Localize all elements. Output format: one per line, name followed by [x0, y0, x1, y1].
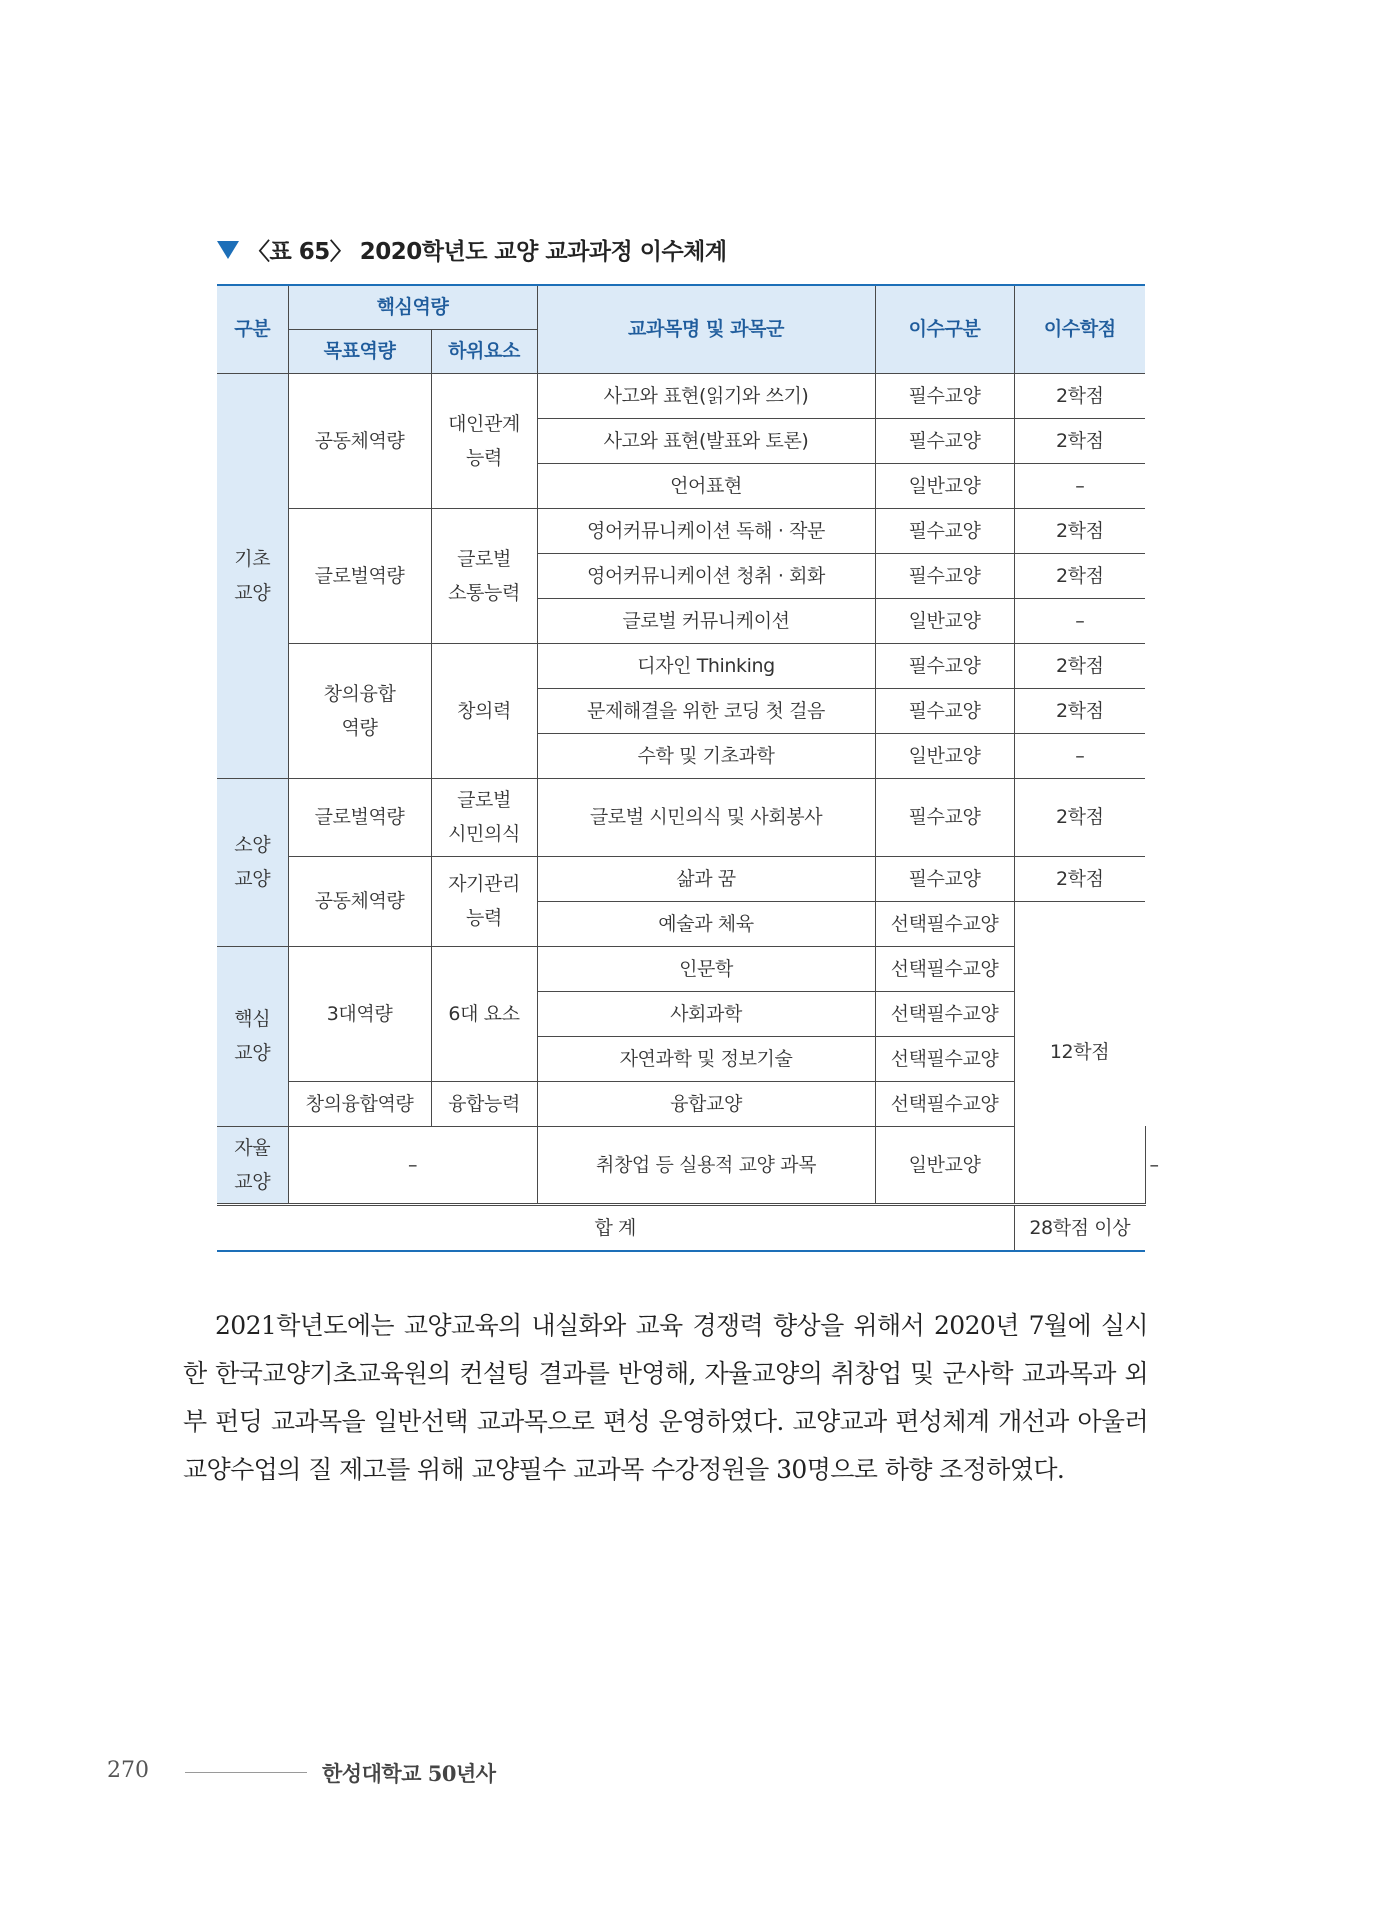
goal-cell: 3대역량	[288, 946, 431, 1081]
credit-cell: 2학점	[1014, 418, 1145, 463]
table-row	[217, 373, 1145, 418]
course-cell: 사고와 표현(발표와 토론)	[537, 418, 875, 463]
credit-cell: 2학점	[1014, 553, 1145, 598]
type-cell: 필수교양	[875, 373, 1014, 418]
header-credit: 이수학점	[1014, 285, 1145, 373]
type-cell: 선택필수교양	[875, 901, 1014, 946]
type-cell: 필수교양	[875, 778, 1014, 856]
course-cell: 문제해결을 위한 코딩 첫 걸음	[537, 688, 875, 733]
header-category: 구분	[217, 285, 288, 373]
body-paragraph: 2021학년도에는 교양교육의 내실화와 교육 경쟁력 향상을 위해서 2020년 7월에 실시한 한국교양기초교육원의 컨설팅 결과를 반영해, 자율교양의 취창업 및 군사학 교과목과 외부 펀딩 교과목을 일반선택 교과목으로 편성 운영하였다. 교양교과 편성체계 개선과 아울러 교양수업의 질 제고를 위해 교양필수 교과목 수강정원을 30명으로 하향 조정하였다.	[183, 1311, 1148, 1484]
page-number: 270	[107, 1758, 149, 1783]
header-course: 교과목명 및 과목군	[537, 285, 875, 373]
table-row: 자율 교양 – 취창업 등 실용적 교양 과목 일반교양 –	[217, 1126, 1145, 1204]
course-cell: 글로벌 시민의식 및 사회봉사	[537, 778, 875, 856]
sub-cell: 글로벌 소통능력	[431, 508, 537, 643]
table-row	[217, 1081, 1145, 1126]
goal-cell: 공동체역량	[288, 373, 431, 508]
course-cell: 언어표현	[537, 463, 875, 508]
type-cell: 선택필수교양	[875, 946, 1014, 991]
course-cell: 사고와 표현(읽기와 쓰기)	[537, 373, 875, 418]
credit-cell: 2학점	[1014, 373, 1145, 418]
goal-cell: 공동체역량	[288, 856, 431, 946]
course-cell: 디자인 Thinking	[537, 643, 875, 688]
course-cell: 영어커뮤니케이션 독해 · 작문	[537, 508, 875, 553]
table-caption	[217, 233, 727, 266]
table-row	[217, 946, 1145, 991]
header-goal-competency: 목표역량	[288, 329, 431, 373]
type-cell: 필수교양	[875, 508, 1014, 553]
credit-cell: –	[1014, 598, 1145, 643]
credit-cell-shared: 12학점	[1014, 901, 1145, 1204]
total-row	[217, 1204, 1145, 1251]
triangle-down-icon	[217, 241, 239, 259]
course-cell: 융합교양	[537, 1081, 875, 1126]
type-cell: 필수교양	[875, 553, 1014, 598]
type-cell: 필수교양	[875, 643, 1014, 688]
goal-cell: 창의융합역량	[288, 1081, 431, 1126]
type-cell: 필수교양	[875, 856, 1014, 901]
table-row	[217, 778, 1145, 856]
table-row	[217, 643, 1145, 688]
sub-cell: 자기관리 능력	[431, 856, 537, 946]
course-cell: 예술과 체육	[537, 901, 875, 946]
course-cell: 자연과학 및 정보기술	[537, 1036, 875, 1081]
sub-cell: 대인관계 능력	[431, 373, 537, 508]
curriculum-table	[217, 284, 1159, 1252]
category-soyang: 소양 교양	[217, 778, 288, 946]
category-core: 핵심 교양	[217, 946, 288, 1126]
goal-cell: 글로벌역량	[288, 778, 431, 856]
course-cell: 영어커뮤니케이션 청취 · 회화	[537, 553, 875, 598]
credit-cell: 2학점	[1014, 508, 1145, 553]
category-free: 자율 교양	[217, 1126, 288, 1204]
credit-cell: –	[1014, 463, 1145, 508]
category-basic: 기초 교양	[217, 373, 288, 778]
type-cell: 선택필수교양	[875, 1081, 1014, 1126]
table-caption-text: 〈표 65〉 2020학년도 교양 교과과정 이수체계	[247, 239, 727, 265]
competency-cell: –	[288, 1126, 537, 1204]
goal-cell: 글로벌역량	[288, 508, 431, 643]
header-sub-element: 하위요소	[431, 329, 537, 373]
header-type: 이수구분	[875, 285, 1014, 373]
total-credit: 28학점 이상	[1014, 1204, 1145, 1251]
sub-cell: 글로벌 시민의식	[431, 778, 537, 856]
type-cell: 일반교양	[875, 463, 1014, 508]
credit-cell: 2학점	[1014, 688, 1145, 733]
credit-cell: 2학점	[1014, 643, 1145, 688]
sub-cell: 융합능력	[431, 1081, 537, 1126]
sub-cell: 창의력	[431, 643, 537, 778]
course-cell: 글로벌 커뮤니케이션	[537, 598, 875, 643]
footer-rule	[185, 1772, 307, 1773]
sub-cell: 6대 요소	[431, 946, 537, 1081]
type-cell: 선택필수교양	[875, 991, 1014, 1036]
course-cell: 인문학	[537, 946, 875, 991]
course-cell: 삶과 꿈	[537, 856, 875, 901]
table-row	[217, 508, 1145, 553]
type-cell: 선택필수교양	[875, 1036, 1014, 1081]
credit-cell: 2학점	[1014, 778, 1145, 856]
book-title: 한성대학교 50년사	[322, 1761, 496, 1786]
goal-cell: 창의융합 역량	[288, 643, 431, 778]
credit-cell: –	[1014, 733, 1145, 778]
course-cell: 사회과학	[537, 991, 875, 1036]
type-cell: 일반교양	[875, 733, 1014, 778]
header-core-competency: 핵심역량	[288, 285, 537, 329]
course-cell: 취창업 등 실용적 교양 과목	[537, 1126, 875, 1204]
course-cell: 수학 및 기초과학	[537, 733, 875, 778]
type-cell: 일반교양	[875, 598, 1014, 643]
type-cell: 일반교양	[875, 1126, 1014, 1204]
total-label: 합 계	[217, 1204, 1014, 1251]
type-cell: 필수교양	[875, 688, 1014, 733]
table-row	[217, 856, 1145, 901]
credit-cell: 2학점	[1014, 856, 1145, 901]
type-cell: 필수교양	[875, 418, 1014, 463]
